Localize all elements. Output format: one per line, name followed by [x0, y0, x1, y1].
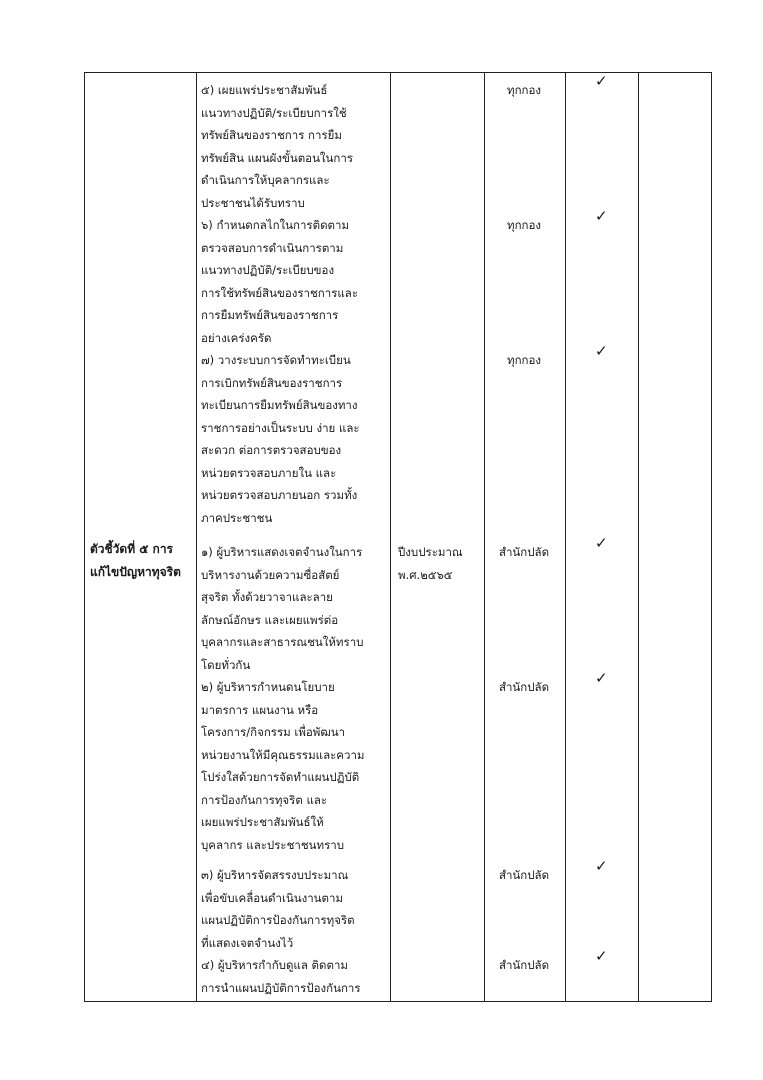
checkmark-icon: ✓ [595, 669, 608, 687]
checkmark-icon: ✓ [595, 534, 608, 552]
measure-text-line: ๔) ผู้บริหารกำกับดูแล ติดตาม [201, 958, 348, 972]
measure-text-line: ตรวจสอบการดำเนินการตาม [201, 240, 344, 255]
measure-text-line: บุคลากร และประชาชนทราบ [201, 837, 345, 852]
measure-text-line: ดำเนินการให้บุคลากรและ [201, 173, 330, 187]
table-bottom-border [84, 1001, 712, 1002]
measure-text-line: บริหารงานด้วยความซื่อสัตย์ [201, 567, 340, 582]
measure-text-line: สุจริต ทั้งด้วยวาจาและลาย [201, 590, 333, 604]
measure-text-line: ๓) ผู้บริหารจัดสรรงบประมาณ [201, 868, 349, 882]
measure-text-line: การใช้ทรัพย์สินของราชการและ [201, 285, 359, 300]
checkmark-icon: ✓ [595, 207, 608, 225]
measure-text-line: ลักษณ์อักษร และเผยแพร่ต่อ [201, 612, 339, 627]
measure-text-line: การป้องกันการทุจริต และ [201, 792, 328, 807]
measure-text-line: บุคลากรและสาธารณชนให้ทราบ [201, 635, 364, 649]
measure-text-line: ทรัพย์สิน แผนผังขั้นตอนในการ [201, 150, 354, 165]
measure-text-line: หน่วยงานให้มีคุณธรรมและความ [201, 747, 365, 762]
measure-text-line: ๕) เผยแพร่ประชาสัมพันธ์ [201, 83, 328, 97]
measure-text-line: หน่วยตรวจสอบภายนอก รวมทั้ง [201, 488, 358, 502]
measure-text-line: โปร่งใสด้วยการจัดทำแผนปฏิบัติ [201, 770, 360, 784]
table-top-border [84, 72, 712, 73]
measure-text-line: การนำแผนปฏิบัติการป้องกันการ [201, 980, 361, 995]
column-rule-2 [390, 72, 391, 1001]
measure-text-line: แนวทางปฏิบัติ/ระเบียบของ [201, 263, 335, 277]
measure-text-line: เผยแพร่ประชาสัมพันธ์ให้ [201, 815, 324, 829]
measure-text-line: โดยทั่วกัน [201, 657, 251, 672]
measure-text-line: ประชาชนได้รับทราบ [201, 195, 305, 210]
measure-text-line: ๒) ผู้บริหารกำหนดนโยบาย [201, 680, 335, 694]
indicator-label-line: แก้ไขปัญหาทุจริต [90, 564, 181, 579]
responsible-unit: ทุกกอง [506, 353, 542, 367]
measure-text-line: ที่แสดงเจตจำนงไว้ [201, 935, 294, 950]
column-rule-1 [196, 72, 197, 1001]
checkmark-icon: ✓ [595, 857, 608, 875]
checkmark-icon: ✓ [595, 342, 608, 360]
column-rule-6 [711, 72, 712, 1001]
column-rule-5 [638, 72, 639, 1001]
measure-text-line: สะดวก ต่อการตรวจสอบของ [201, 443, 342, 457]
responsible-unit: ทุกกอง [506, 218, 542, 232]
period-text-line: พ.ศ.๒๕๖๕ [398, 567, 453, 582]
measure-text-line: หน่วยตรวจสอบภายใน และ [201, 465, 337, 480]
responsible-unit: สำนักปลัด [498, 868, 550, 882]
responsible-unit: สำนักปลัด [498, 680, 550, 694]
measure-text-line: การยืมทรัพย์สินของราชการ [201, 308, 339, 322]
measure-text-line: แผนปฏิบัติการป้องกันการทุจริต [201, 913, 355, 927]
measure-text-line: ๗) วางระบบการจัดทำทะเบียน [201, 353, 351, 367]
measure-text-line: การเบิกทรัพย์สินของราชการ [201, 375, 343, 390]
measure-text-line: ราชการอย่างเป็นระบบ ง่าย และ [201, 420, 360, 435]
measure-text-line: ภาคประชาชน [201, 510, 273, 525]
measure-text-line: ๖) กำหนดกลไกในการติดตาม [201, 218, 350, 232]
measure-text-line: ทรัพย์สินของราชการ การยืม [201, 128, 342, 142]
measure-text-line: เพื่อขับเคลื่อนดำเนินงานตาม [201, 890, 344, 905]
measure-text-line: มาตรการ แผนงาน หรือ [201, 702, 319, 717]
measure-text-line: โครงการ/กิจกรรม เพื่อพัฒนา [201, 725, 346, 739]
column-rule-4 [565, 72, 566, 1001]
measure-text-line: อย่างเคร่งครัด [201, 330, 272, 345]
responsible-unit: ทุกกอง [506, 83, 542, 97]
column-rule-0 [84, 72, 85, 1001]
measure-text-line: ทะเบียนการยืมทรัพย์สินของทาง [201, 398, 358, 412]
checkmark-icon: ✓ [595, 72, 608, 90]
column-rule-3 [484, 72, 485, 1001]
measure-text-line: ๑) ผู้บริหารแสดงเจตจำนงในการ [201, 545, 363, 559]
indicator-label-line: ตัวชี้วัดที่ ๕ การ [90, 542, 174, 556]
period-text-line: ปีงบประมาณ [398, 545, 463, 559]
responsible-unit: สำนักปลัด [498, 958, 550, 972]
checkmark-icon: ✓ [595, 947, 608, 965]
measure-text-line: แนวทางปฏิบัติ/ระเบียบการใช้ [201, 105, 347, 120]
responsible-unit: สำนักปลัด [498, 545, 550, 559]
